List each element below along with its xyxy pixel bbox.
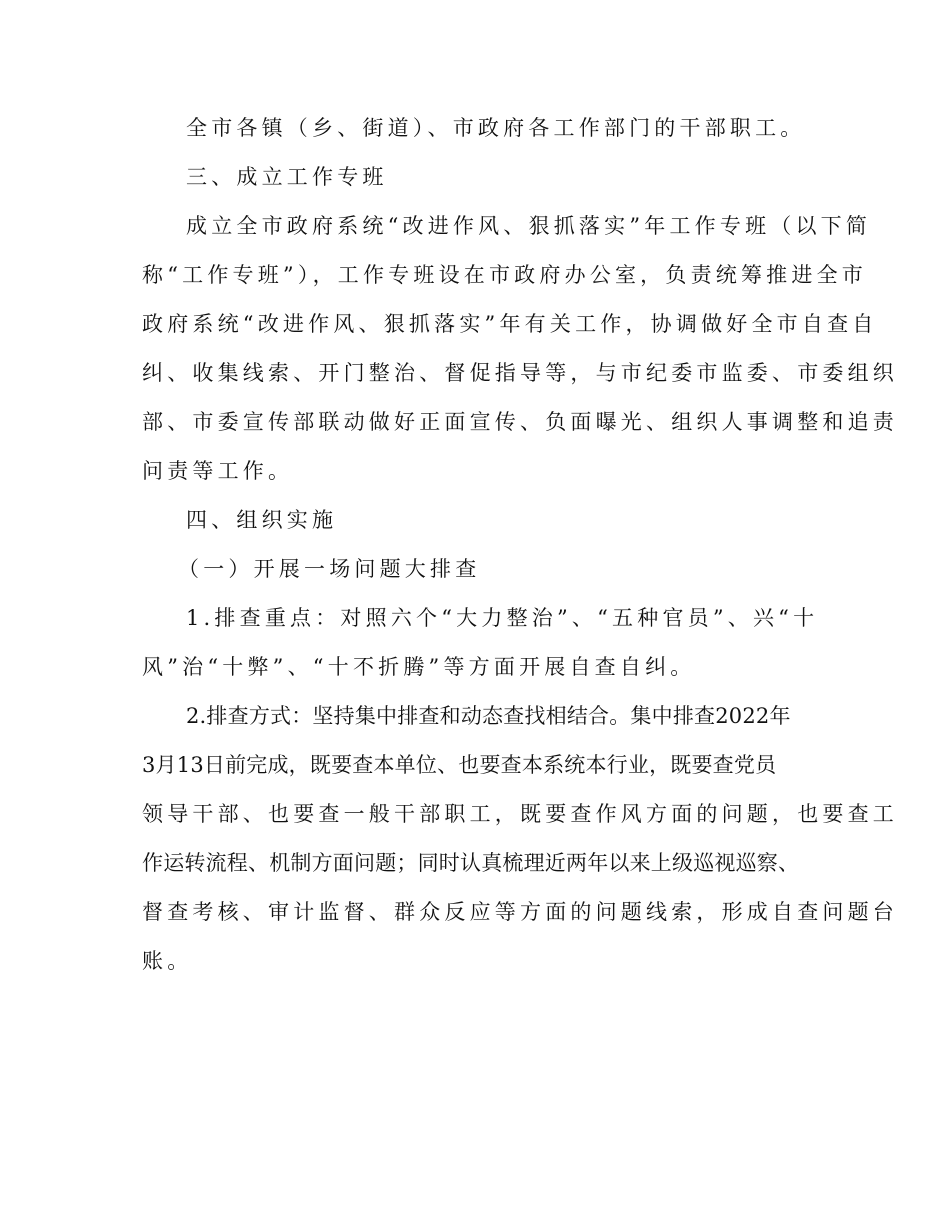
- document-body: [142, 104, 898, 986]
- paragraph-line: 领导干部、也要查一般干部职工，既要查作风方面的问题，也要查工: [142, 802, 898, 826]
- subsection-heading-1: （一）开展一场问题大排查: [178, 557, 481, 581]
- paragraph-line: 部、市委宣传部联动做好正面宣传、负面曝光、组织人事调整和追责: [142, 410, 898, 434]
- paragraph-line: 作运转流程、机制方面问题；同时认真梳理近两年以来上级巡视巡察、: [142, 851, 800, 875]
- paragraph-line: 全市各镇（乡、街道）、市政府各工作部门的干部职工。: [186, 116, 806, 140]
- paragraph-line: 风”治“十弊”、“十不折腾”等方面开展自查自纠。: [142, 655, 696, 679]
- paragraph-line: 纠、收集线索、开门整治、督促指导等，与市纪委市监委、市委组织: [142, 361, 898, 385]
- paragraph-line: 称“工作专班”），工作专班设在市政府办公室，负责统筹推进全市: [142, 263, 867, 287]
- paragraph-line: 成立全市政府系统“改进作风、狠抓落实”年工作专班（以下简: [186, 214, 872, 238]
- section-heading-3: 三、成立工作专班: [186, 165, 388, 189]
- paragraph-line: 3月13日前完成，既要查本单位、也要查本系统本行业，既要查党员: [142, 753, 777, 777]
- paragraph-line: 政府系统“改进作风、狠抓落实”年有关工作，协调做好全市自查自: [142, 312, 878, 336]
- paragraph-line: 督查考核、审计监督、群众反应等方面的问题线索，形成自查问题台: [142, 900, 898, 924]
- section-heading-4: 四、组织实施: [186, 508, 338, 532]
- paragraph-line: 1.排查重点：对照六个“大力整治”、“五种官员”、兴“十: [186, 606, 819, 630]
- paragraph-line: 问责等工作。: [142, 459, 294, 483]
- paragraph-line: 2.排查方式：坚持集中排查和动态查找相结合。集中排查2022年: [186, 704, 791, 728]
- paragraph-line: 账。: [142, 949, 193, 973]
